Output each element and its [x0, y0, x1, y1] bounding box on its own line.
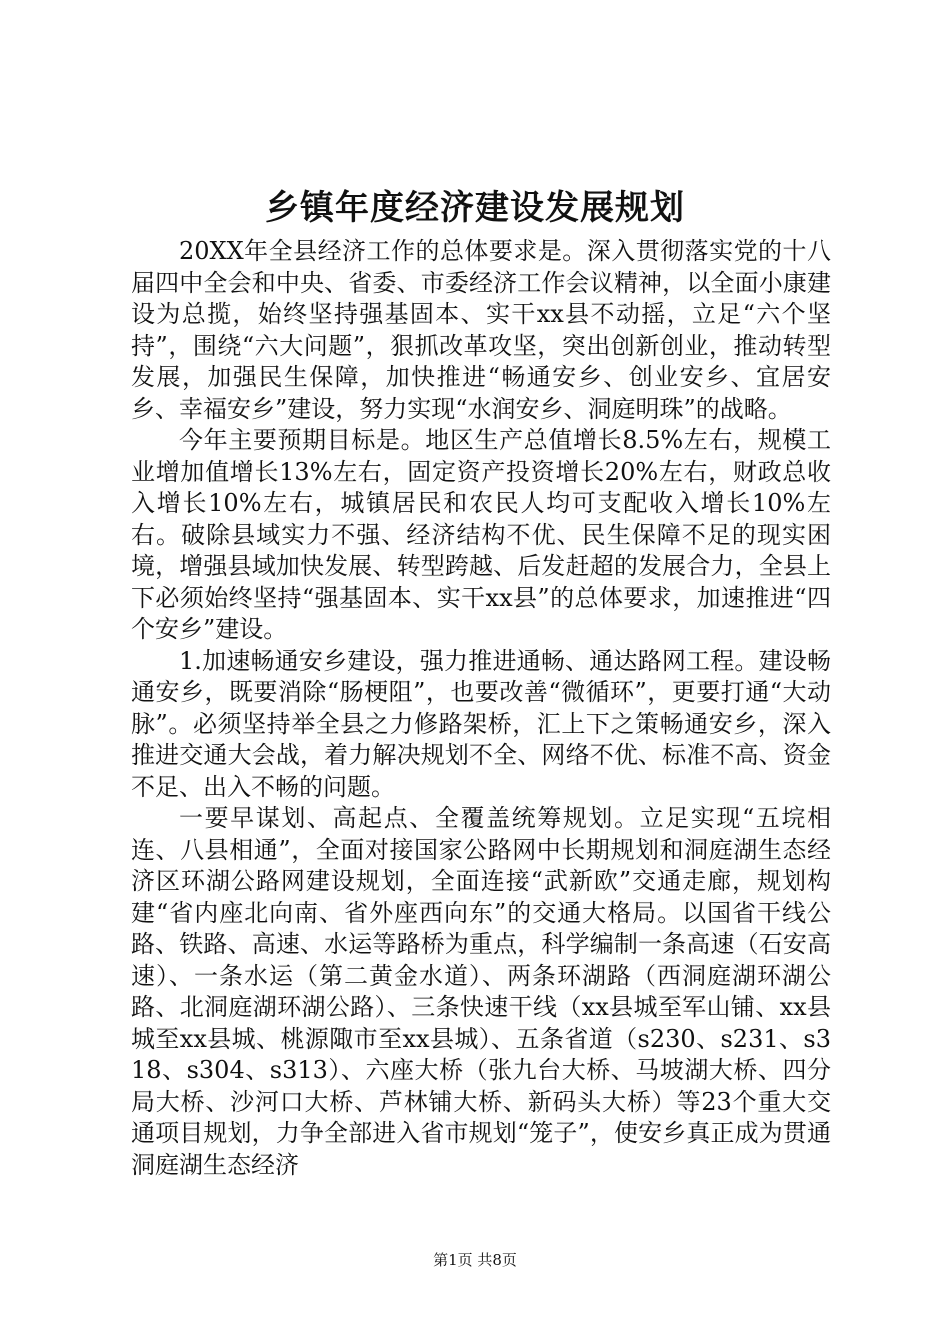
- paragraph-1: 20XX年全县经济工作的总体要求是。深入贯彻落实党的十八届四中全会和中央、省委、市委经济工作会议精神，以全面小康建设为总揽，始终坚持强基固本、实干xx县不动摇，立足“六个坚持”，围绕“六大问题”，狠抓改革攻坚，突出创新创业，推动转型发展，加强民生保障，加快推进“畅通安乡、创业安乡、宜居安乡、幸福安乡”建设，努力实现“水润安乡、洞庭明珠”的战略。: [131, 237, 831, 423]
- document-body: [131, 236, 831, 1181]
- paragraph-3: 1.加速畅通安乡建设，强力推进通畅、通达路网工程。建设畅通安乡，既要消除“肠梗阻”，也要改善“微循环”，更要打通“大动脉”。必须坚持举全县之力修路架桥，汇上下之策畅通安乡，深入推进交通大会战，着力解决规划不全、网络不优、标准不高、资金不足、出入不畅的问题。: [131, 646, 831, 801]
- paragraph-4: 一要早谋划、高起点、全覆盖统筹规划。立足实现“五垸相连、八县相通”，全面对接国家公路网中长期规划和洞庭湖生态经济区环湖公路网建设规划，全面连接“武新欧”交通走廊，规划构建“省内座北向南、省外座西向东”的交通大格局。以国省干线公路、铁路、高速、水运等路桥为重点，科学编制一条高速（石安高速）、一条水运（第二黄金水道）、两条环湖路（西洞庭湖环湖公路、北洞庭湖环湖公路）、三条快速干线（xx县城至军山铺、xx县城至xx县城、桃源陬市至xx县城）、五条省道（s230、s231、s318、s304、s313）、六座大桥（张九台大桥、马坡湖大桥、四分局大桥、沙河口大桥、芦林铺大桥、新码头大桥）等23个重大交通项目规划，力争全部进入省市规划“笼子”，使安乡真正成为贯通洞庭湖生态经济: [131, 804, 831, 1179]
- page-number-footer: 第1页 共8页: [433, 1251, 517, 1269]
- document-title: 乡镇年度经济建设发展规划: [265, 188, 685, 228]
- paragraph-2: 今年主要预期目标是。地区生产总值增长8.5%左右，规模工业增加值增长13%左右，固定资产投资增长20%左右，财政总收入增长10%左右，城镇居民和农民人均可支配收入增长10%左右。破除县域实力不强、经济结构不优、民生保障不足的现实困境，增强县域加快发展、转型跨越、后发赶超的发展合力，全县上下必须始终坚持“强基固本、实干xx县”的总体要求，加速推进“四个安乡”建设。: [131, 426, 831, 643]
